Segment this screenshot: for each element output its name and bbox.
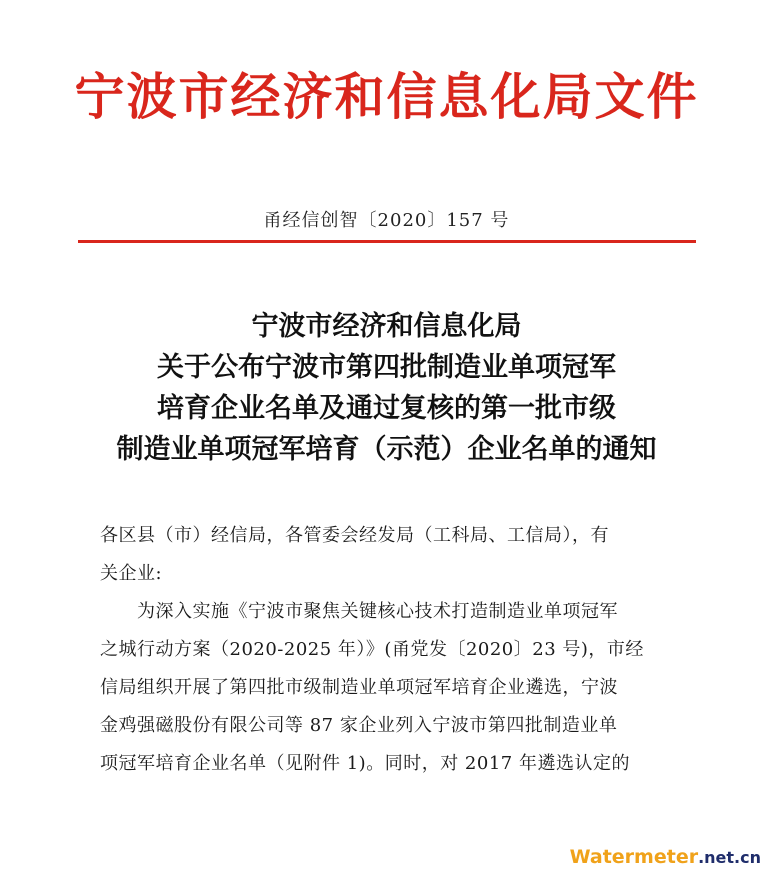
document-number: 甬经信创智〔2020〕157 号 [263,210,510,231]
body-line-5: 信局组织开展了第四批市级制造业单项冠军培育企业遴选，宁波 [100,677,618,698]
watermark-brand: Watermeter [569,846,699,868]
notice-title-line-4: 制造业单项冠军培育（示范）企业名单的通知 [116,434,657,465]
body-line-6: 金鸡强磁股份有限公司等 87 家企业列入宁波市第四批制造业单 [100,715,618,736]
body-line-2: 关企业: [100,563,163,584]
watermark [570,846,761,868]
red-divider-line [78,240,696,243]
body-line-7: 项冠军培育企业名单（见附件 1)。同时，对 2017 年遴选认定的 [100,753,630,774]
watermark-domain: .net.cn [698,848,761,867]
notice-title-line-3: 培育企业名单及通过复核的第一批市级 [157,393,616,424]
body-line-3: 为深入实施《宁波市聚焦关键核心技术打造制造业单项冠军 [100,601,618,622]
notice-title-line-2: 关于公布宁波市第四批制造业单项冠军 [157,352,616,383]
notice-title [0,306,773,470]
body-text [100,517,696,783]
body-line-4: 之城行动方案（2020-2025 年）》(甬党发〔2020〕23 号)，市经 [100,639,644,660]
notice-title-line-1: 宁波市经济和信息化局 [251,311,522,342]
body-line-1: 各区县（市）经信局，各管委会经发局（工科局、工信局），有 [100,525,609,546]
document-header-title: 宁波市经济和信息化局文件 [74,67,699,126]
